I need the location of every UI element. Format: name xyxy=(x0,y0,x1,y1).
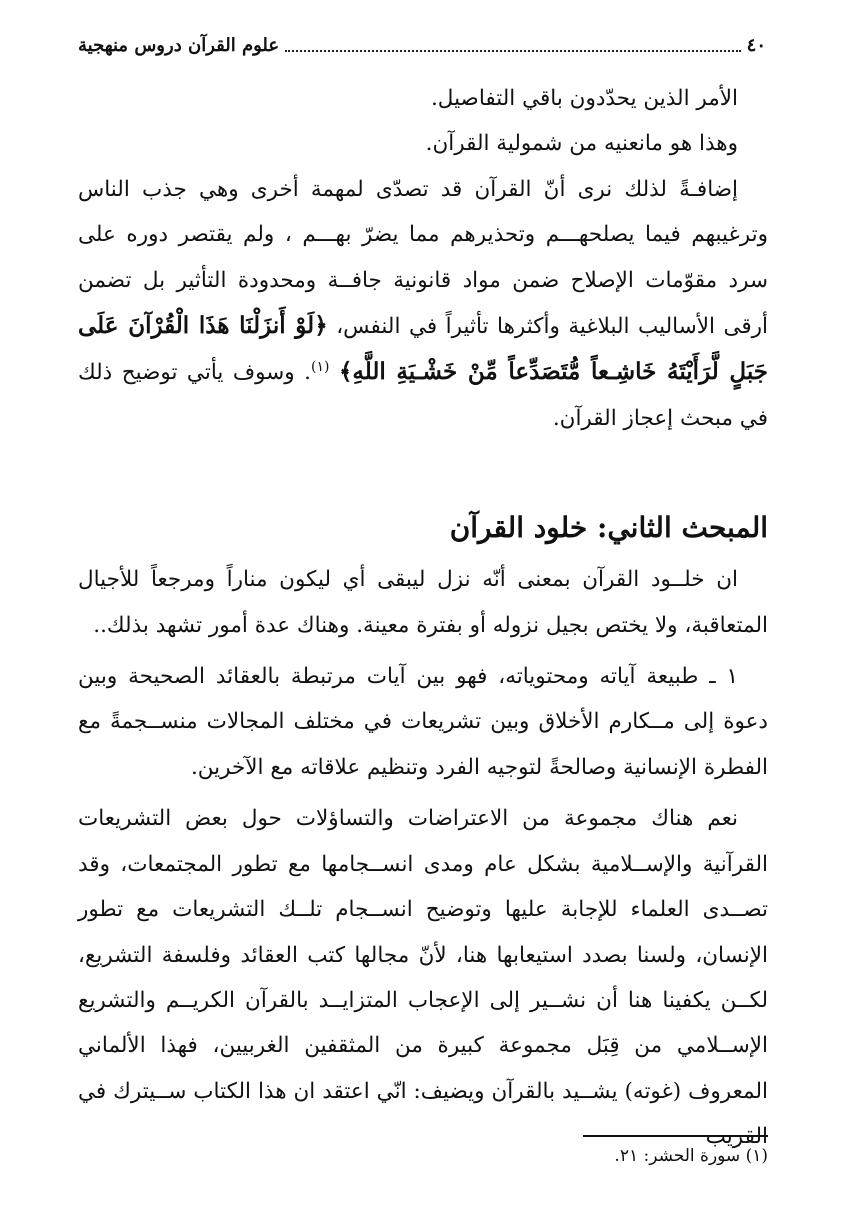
footnote-rule xyxy=(583,1135,768,1137)
footnotes xyxy=(78,1135,768,1169)
paragraph-1: الأمر الذين يحدّدون باقي التفاصيل. xyxy=(430,86,738,111)
paragraph-5: ١ ـ طبيعة آياته ومحتوياته، فهو بين آيات مرتبطة بالعقائد الصحيحة وبين دعوة إلى مــكارم الأخلاق وبين تشريعات في مختلف المجالات منســجمةً مع الفطرة الإنسانية وصالحةً لتوجيه الفرد وتنظيم علاقاته مع الآخرين. xyxy=(78,664,768,780)
section-heading: المبحث الثاني: خلود القرآن xyxy=(449,511,768,545)
paragraph-4: ان خلــود القرآن بمعنى أنّه نزل ليبقى أي ليكون مناراً ومرجعاً للأجيال المتعاقبة، ولا يختص بجيل نزوله أو بفترة معينة. وهناك عدة أمور تشهد بذلك.. xyxy=(78,567,768,638)
paragraph-3-tail: . وسوف يأتي توضيح ذلك في مبحث إعجاز القرآن. xyxy=(78,360,768,431)
paragraph-6: نعم هناك مجموعة من الاعتراضات والتساؤلات حول بعض التشريعات القرآنية والإســلامية بشكل عام ومدى انســجامها مع تطور المجتمعات، وقد تصــدى العلماء للإجابة عليها وتوضيح انســجام تلــك التشريعات مع تطور الإنسان، ولسنا بصدد استيعابها هنا، لأنّ مجالها كتب العقائد وفلسفة التشريع، لكــن يكفينا هنا أن نشــير إلى الإعجاب المتزايــد بالقرآن الكريــم والتشريع الإســلامي من قِبَل مجموعة كبيرة من المثقفين الغربيين، فهذا الألماني المعروف (غوته) يشــيد بالقرآن ويضيف: انّي اعتقد ان هذا الكتاب ســيترك في القريب xyxy=(78,806,768,1150)
running-header xyxy=(78,28,766,62)
paragraph-2: وهذا هو مانعنيه من شمولية القرآن. xyxy=(425,131,738,157)
book-title: علوم القرآن دروس منهجية xyxy=(78,34,280,56)
paragraph-3 xyxy=(78,167,768,441)
header-leader-dots xyxy=(285,38,741,52)
footnote-marker: (١) xyxy=(310,359,330,376)
page-number: ٤٠ xyxy=(746,34,766,56)
footnote-1: (١) سورة الحشر: ٢١. xyxy=(614,1146,768,1166)
paragraph-3-text: إضافـةً لذلك نرى أنّ القرآن قد تصدّى لمهمة أخرى وهي جذب الناس وترغيبهم فيما يصلحهـــم وتحذيرهم مما يضرّ بهـــم ، ولم يقتصر دوره على سرد مقوّمات الإصلاح ضمن مواد قانونية جافــة ومحدودة التأثير بل تضمن أرقى الأساليب البلاغية وأكثرها تأثيراً في النفس، xyxy=(78,176,769,340)
quran-verse: ﴿لَوْ أَنزَلْنَا هَذَا الْقُرْآنَ عَلَى جَبَلٍ لَّرَأَيْتَهُ خَاشِـعاً مُّتَصَدِّعاً مِّنْ خَشْـيَةِ اللَّهِ﴾ xyxy=(78,312,769,386)
page-body xyxy=(78,76,768,1160)
